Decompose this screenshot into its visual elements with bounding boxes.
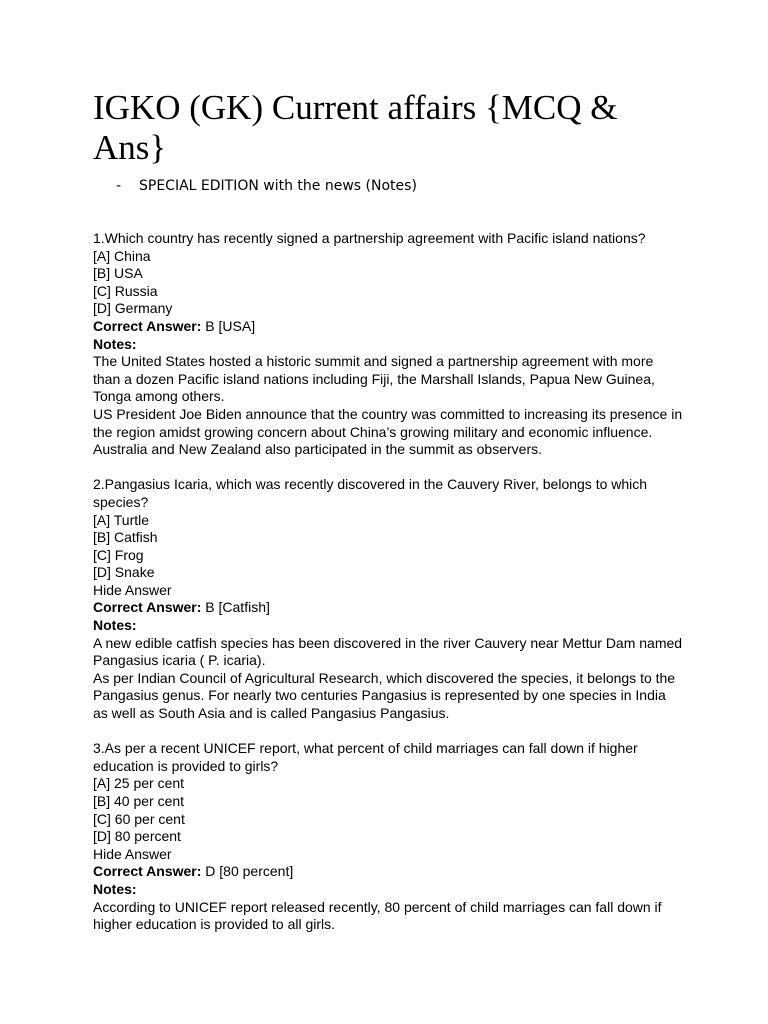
question-list [93,230,683,934]
option-b: [B] 40 per cent [93,793,185,809]
correct-answer-value: D [80 percent] [201,863,294,880]
note-paragraph: As per Indian Council of Agricultural Research, which discovered the species, it belongs to the Pangasius genus. For nearly two centuries Pangasius is represented by one species in India as well as South Asia and is called Pangasius Pangasius. [93,669,676,722]
subtitle-bullet: - [116,178,122,194]
question-block [93,740,683,934]
note-paragraph: US President Joe Biden announce that the country was committed to increasing its presence in the region amidst growing concern about China’s growing military and economic influence. Australia and New Zealand also participated in the summit as observers. [93,405,683,458]
note-paragraph: According to UNICEF report released recently, 80 percent of child marriages can fall down if higher education is provided to all girls. [93,898,662,933]
question-text: 1.Which country has recently signed a partnership agreement with Pacific island nations? [93,230,646,246]
hide-answer-link[interactable]: Hide Answer [93,581,172,598]
correct-answer-label: Correct Answer: [93,863,202,880]
option-a: [A] China [93,247,151,264]
note-paragraph: A new edible catfish species has been discovered in the river Cauvery near Mettur Dam named Pangasius icaria ( P. icaria). [93,634,683,669]
option-d: [D] 80 percent [93,828,181,845]
option-c: [C] 60 per cent [93,810,185,827]
correct-answer-label: Correct Answer: [93,317,202,334]
correct-answer [93,863,683,881]
subtitle-row [93,174,683,198]
hide-answer-link[interactable]: Hide Answer [93,845,172,862]
option-d: [D] Snake [93,564,155,581]
correct-answer-value: B [Catfish] [201,599,270,616]
note-paragraph: The United States hosted a historic summit and signed a partnership agreement with more than a dozen Pacific island nations including Fiji, the Marshall Islands, Papua New Guinea, Tonga among others. [93,353,655,405]
option-d: [D] Germany [93,300,173,317]
correct-answer [93,318,683,336]
document-page [93,88,683,951]
correct-answer-label: Correct Answer: [93,599,202,616]
notes-label: Notes: [93,335,137,352]
subtitle: SPECIAL EDITION with the news (Notes) [139,178,417,194]
correct-answer [93,599,683,617]
option-a: [A] Turtle [93,511,150,528]
question-text: 3.As per a recent UNICEF report, what percent of child marriages can fall down if higher education is provided to girls? [93,740,638,774]
option-c: [C] Frog [93,546,144,563]
page-title: IGKO (GK) Current affairs {MCQ & Ans} [93,88,618,167]
option-b: [B] Catfish [93,529,158,546]
notes-label: Notes: [93,880,137,897]
question-text: 2.Pangasius Icaria, which was recently discovered in the Cauvery River, belongs to which species? [93,476,648,510]
question-block [93,230,683,459]
option-c: [C] Russia [93,282,158,299]
correct-answer-value: B [USA] [201,317,256,334]
option-b: [B] USA [93,265,143,282]
notes-label: Notes: [93,617,137,634]
option-a: [A] 25 per cent [93,775,185,792]
question-block [93,476,683,722]
